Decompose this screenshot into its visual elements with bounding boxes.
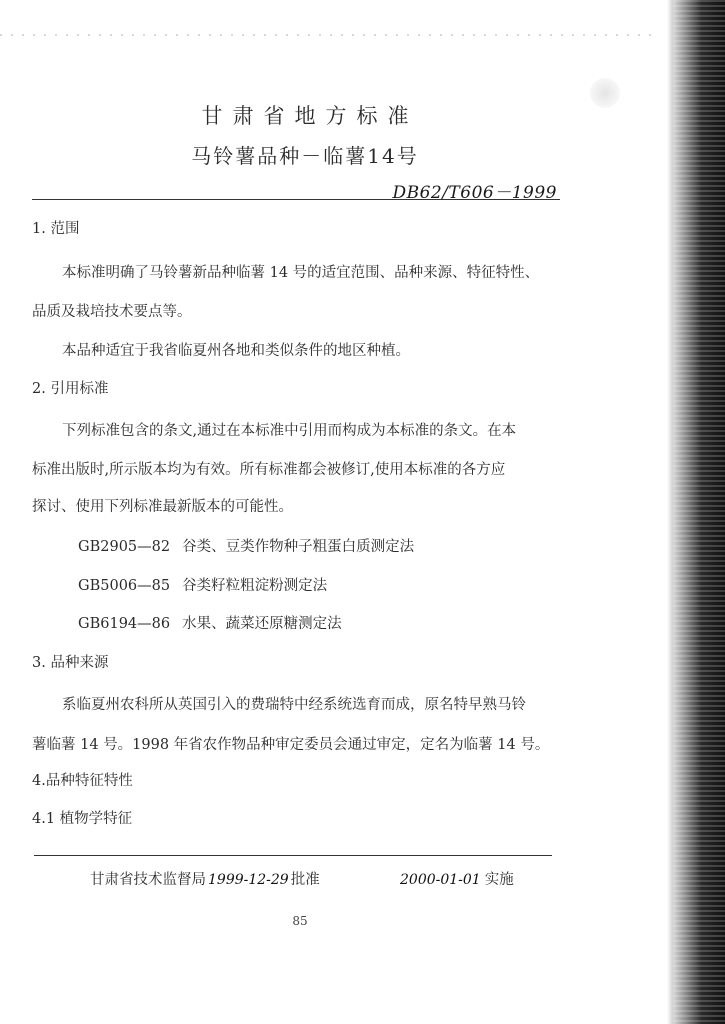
- section-heading-origin: 3. 品种来源: [32, 655, 109, 671]
- effective-statement: [400, 868, 514, 889]
- scan-edge-highlight: [667, 0, 673, 1024]
- approval-authority: 甘肃省技术监督局: [90, 872, 206, 888]
- paragraph-line: 标准出版时,所示版本均为有效。所有标准都会被修订,使用本标准的各方应: [32, 462, 506, 478]
- section-heading-scope: 1. 范围: [32, 221, 80, 237]
- paragraph-line: 薯临薯 14 号。1998 年省农作物品种审定委员会通过审定，定名为临薯 14 号。: [32, 737, 550, 753]
- approval-label: 批准: [290, 872, 320, 888]
- effective-date: 2000-01-01: [400, 872, 481, 888]
- paragraph-line: 下列标准包含的条文,通过在本标准中引用而构成为本标准的条文。在本: [62, 423, 517, 439]
- standard-code: DB62/T606－1999: [392, 183, 557, 203]
- paragraph-line: 品质及栽培技术要点等。: [32, 304, 192, 320]
- reference-code: GB6194—86: [78, 616, 171, 632]
- reference-item: [78, 575, 623, 597]
- reference-item: [78, 536, 623, 558]
- scan-edge-shadow: [673, 0, 725, 1024]
- document-subtitle: 马铃薯品种－临薯14号: [191, 144, 419, 168]
- page-number: 85: [292, 914, 308, 928]
- reference-code: GB2905—82: [78, 539, 171, 555]
- document-title: 甘肃省地方标准: [201, 104, 419, 128]
- reference-code: GB5006—85: [78, 578, 171, 594]
- paragraph-line: 探讨、使用下列标准最新版本的可能性。: [32, 499, 293, 515]
- approval-date: 1999-12-29: [208, 872, 289, 888]
- reference-title: 谷类籽粒粗淀粉测定法: [182, 578, 328, 594]
- subsection-heading-botanical: 4.1 植物学特征: [32, 811, 133, 827]
- reference-item: [78, 613, 623, 635]
- paragraph-line: 系临夏州农科所从英国引入的费瑞特中经系统选育而成，原名特早熟马铃: [62, 697, 526, 713]
- section-heading-traits: 4.品种特征特性: [32, 773, 133, 789]
- paragraph-line: 本标准明确了马铃薯新品种临薯 14 号的适宜范围、品种来源、特征特性、: [62, 265, 540, 281]
- header-rule: [32, 199, 560, 200]
- scan-noise-line: [0, 34, 660, 36]
- approval-statement: [90, 868, 320, 889]
- reference-title: 水果、蔬菜还原糖测定法: [182, 616, 342, 632]
- reference-title: 谷类、豆类作物种子粗蛋白质测定法: [182, 539, 415, 555]
- footer-rule: [34, 855, 552, 856]
- paragraph-line: 本品种适宜于我省临夏州各地和类似条件的地区种植。: [62, 343, 410, 359]
- effective-label: 实施: [484, 872, 514, 888]
- section-heading-references: 2. 引用标准: [32, 381, 109, 397]
